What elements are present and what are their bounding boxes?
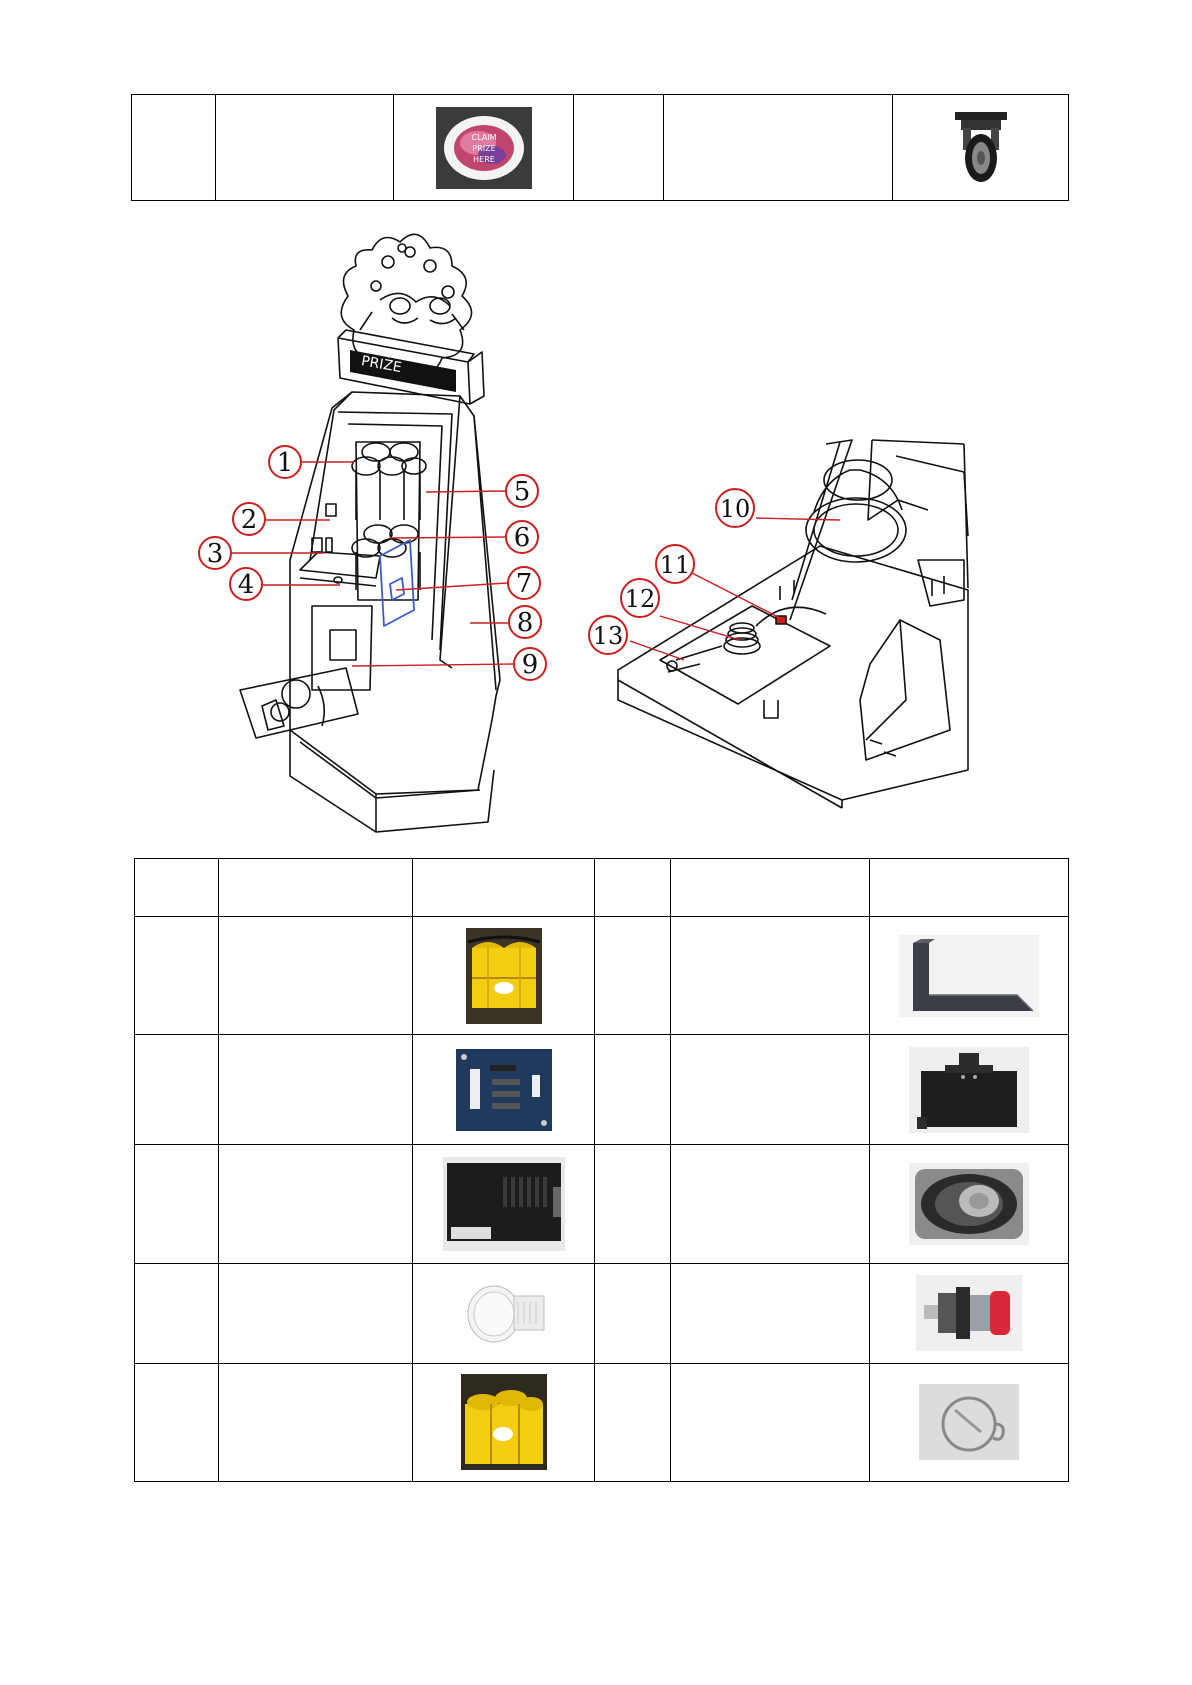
svg-text:CLAIM: CLAIM	[471, 132, 496, 142]
header-cell	[595, 859, 670, 917]
callout-7: 7	[515, 569, 533, 599]
callout-3: 3	[206, 539, 224, 569]
speaker-photo	[869, 1145, 1068, 1263]
table-header-row	[135, 859, 1069, 917]
callout-9: 9	[521, 650, 539, 680]
callout-5: 5	[513, 477, 531, 507]
black-dispenser-box-photo	[869, 1035, 1068, 1145]
table-row	[135, 917, 1069, 1035]
callout-11: 11	[659, 551, 691, 579]
header-cell	[413, 859, 595, 917]
header-cell	[135, 859, 219, 917]
table-row	[135, 1363, 1069, 1481]
yellow-cup-rack-photo	[413, 1363, 595, 1481]
table-row	[135, 1035, 1069, 1145]
spiral-spring-photo	[869, 1363, 1068, 1481]
svg-text:PRIZE: PRIZE	[471, 143, 496, 153]
header-cell	[219, 859, 413, 917]
callout-4: 4	[237, 570, 255, 600]
callout-1: 1	[276, 448, 294, 478]
table-row	[135, 1145, 1069, 1263]
callout-8: 8	[516, 608, 534, 638]
header-cell	[869, 859, 1068, 917]
callout-6: 6	[513, 523, 531, 553]
table-row	[135, 1263, 1069, 1363]
marquee-lettering: PRIZE	[359, 353, 403, 377]
black-chute-plate-photo	[869, 917, 1068, 1035]
callout-2: 2	[240, 505, 258, 535]
svg-text:HERE: HERE	[472, 154, 495, 164]
white-push-button-photo	[413, 1263, 595, 1363]
dispenser-detail-drawing	[618, 440, 968, 808]
parts-table	[134, 858, 1069, 1482]
callout-13: 13	[592, 622, 624, 650]
circuit-board-photo	[413, 1035, 595, 1145]
black-amplifier-box-photo	[413, 1145, 595, 1263]
access-panel-outline	[380, 540, 414, 626]
yellow-prize-cup-holder-photo	[413, 917, 595, 1035]
red-pushbutton-switch-photo	[869, 1263, 1068, 1363]
callout-12: 12	[624, 585, 656, 613]
callout-10: 10	[719, 495, 751, 523]
header-cell	[670, 859, 869, 917]
